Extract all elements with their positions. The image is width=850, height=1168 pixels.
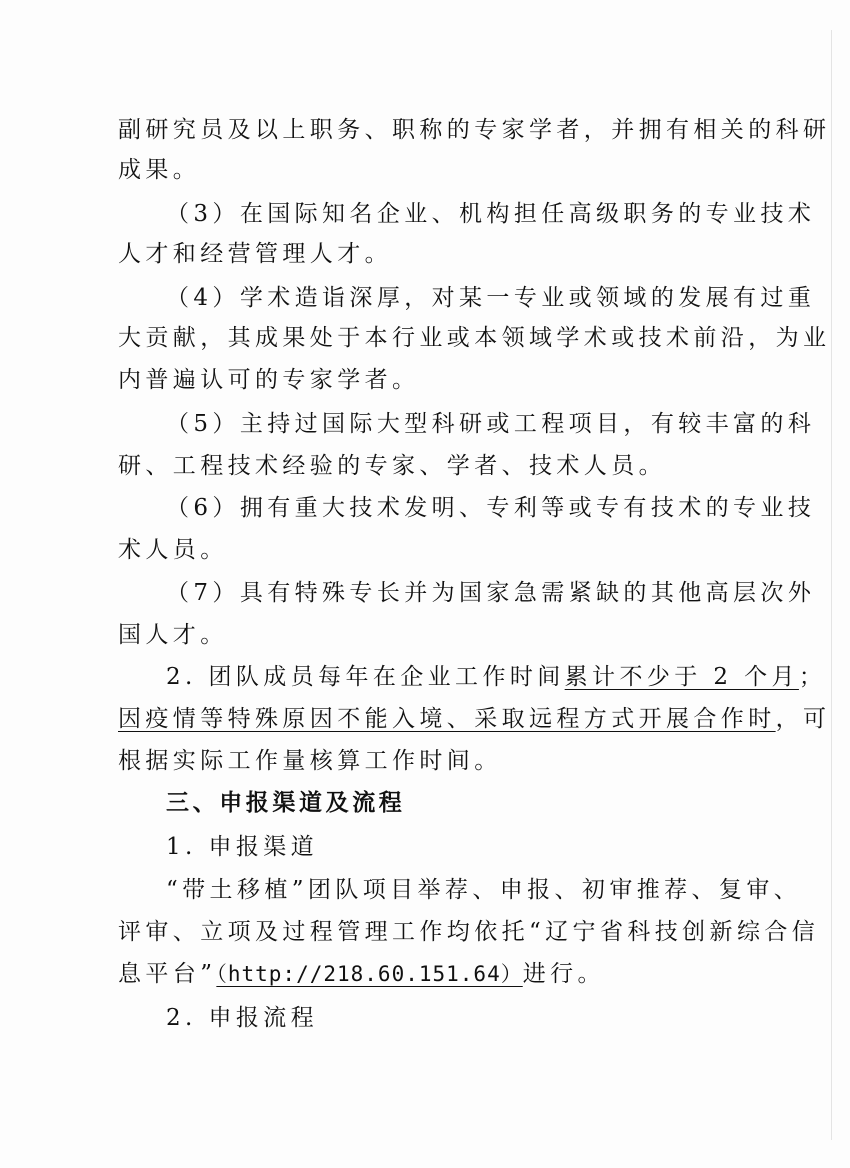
channel-line-1: “带土移植”团队项目举荐、申报、初审推荐、复审、 (166, 877, 802, 903)
rule-2-line-3: 根据实际工作量核算工作时间。 (118, 748, 502, 774)
rule-2-text-after: ； (798, 664, 827, 690)
rule-2-line-1 (166, 660, 827, 694)
channel-text-after-url: 进行。 (522, 961, 605, 987)
item-5-line-2: 研、工程技术经验的专家、学者、技术人员。 (118, 453, 666, 479)
rule-2-remote-underlined-text: 因疫情等特殊原因不能入境、采取远程方式开展合作时 (118, 706, 776, 732)
item-6-line-1: （6）拥有重大技术发明、专利等或专有技术的专业技 (166, 495, 816, 521)
channel-line-2: 评审、立项及过程管理工作均依托“辽宁省科技创新综合信 (118, 919, 820, 945)
item-4-line-2: 大贡献，其成果处于本行业或本领域学术或技术前沿，为业 (118, 325, 831, 351)
item-7-line-1: （7）具有特殊专长并为国家急需紧缺的其他高层次外 (166, 580, 816, 606)
platform-url-text: （http://218.60.151.64） (216, 962, 523, 986)
item-7-line-2: 国人才。 (118, 622, 228, 648)
section-heading: 三、申报渠道及流程 (166, 790, 406, 816)
item-5-line-1: （5）主持过国际大型科研或工程项目，有较丰富的科 (166, 411, 816, 437)
subheading-process: 2. 申报流程 (166, 1005, 319, 1031)
paragraph-line-2: 成果。 (118, 157, 201, 183)
channel-line-3 (118, 957, 758, 991)
rule-2-remote-text-after: ，可 (775, 706, 831, 732)
rule-2-underlined-text: 累计不少于 2 个月 (564, 664, 799, 690)
item-3-line-1: （3）在国际知名企业、机构担任高级职务的专业技术 (166, 201, 816, 227)
item-4-line-1: （4）学术造诣深厚，对某一专业或领域的发展有过重 (166, 285, 816, 311)
item-4-line-3: 内普遍认可的专家学者。 (118, 367, 420, 393)
scan-edge-line (831, 30, 832, 1140)
subheading-channel: 1. 申报渠道 (166, 834, 319, 860)
item-6-line-2: 术人员。 (118, 537, 228, 563)
item-3-line-2: 人才和经营管理人才。 (118, 241, 392, 267)
rule-2-line-2 (118, 702, 831, 736)
rule-2-text-before: 2. 团队成员每年在企业工作时间 (166, 664, 565, 690)
channel-text-before-url: 息平台” (118, 961, 217, 987)
paragraph-line-1: 副研究员及以上职务、职称的专家学者，并拥有相关的科研 (118, 117, 831, 143)
